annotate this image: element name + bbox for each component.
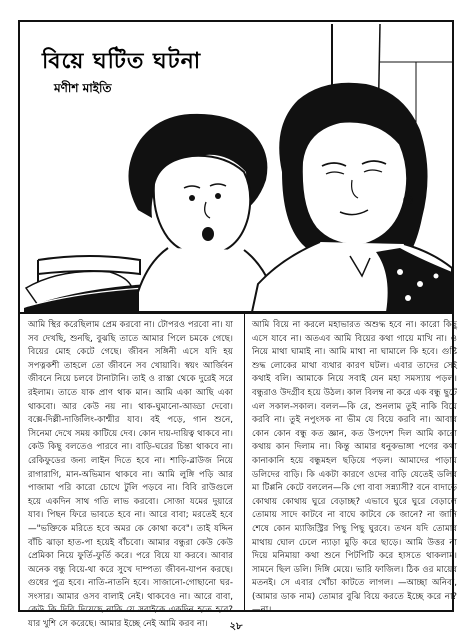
page-number: ২৮	[229, 621, 243, 632]
section-divider	[20, 312, 452, 314]
story-author: মণীশ মাইতি	[54, 81, 112, 95]
story-title: বিয়ে ঘটিত ঘটনা	[42, 48, 202, 74]
story-column-right: আমি বিয়ে না করলে মহাভারত অশুদ্ধ হবে না। কারো কিছু এসে যাবে না। অতএব আমি বিয়ের কথা গায়ে মাখি না। ও নিয়ে মাথা ঘামাই না। আমি মাথা না ঘামালে কি হবে। গুষ্টি শুদ্ধ লোকের মাথা ব্যথার কারণ ঘটল। এবার তাদের সেই কথাই বলি। আমাকে নিয়ে সবাই যেন মহা সমস্যায় পড়ল। বন্ধুরাও উদগ্রীব হয়ে উঠল। কাল বিলম্ব না করে এক বন্ধু ছুটে এল সকাল-সকাল। বলল—কি রে, শুনলাম তুই নাকি বিয়ে করবি না। তুই নপুংসক না ভীম যে বিয়ে করবি না। আবার কোন কোন বন্ধু কত জ্ঞান, কত উপদেশ দিল আমি কারো কথায় কান দিলাম না। কিন্তু আমার ধনুকভাঙ্গা পণের কথা কানাকানি হয়ে বন্ধুমহল ছড়িয়ে পড়ল। আমাদের পাড়ায় ডলিদের বাড়ি। কি একটা কারণে ওদের বাড়ি যেতেই ডলির মা টিপ্পনি কেটে বললেন—কি গো বাবা সন্ন্যাসী? বনে বাদাড়ে কোথায় কোথায় ঘুরে বেড়াচ্ছ? এভাবে ঘুরে ঘুরে বেড়ালে তোমায় সাদে কাটবে না বাঘে কাটবে কে জানে? না জানি শেষে কোন ম্যাজিস্ট্রির পিছু পিছু ঘুরবে। তখন যদি তোমার মাথায় ঘোল ঢেলে ন্যাড়া মুড়ি করে ছাড়ে। আমি উত্তর না দিয়ে মনিমায়া কথা শুনে পিটপিটি করে হাসতে থাকলাম। সামনে ছিল ডলি। দিঙ্গি মেয়ে। ভারি ফাজিল। ঠিক ওর মায়ের মতনই। সে এবার খোঁচা কাটতে লাগল। —আচ্ছা অনিবা, (আমার ডাক নাম) তোমার বুঝি বিয়ে করতে ইচ্ছে করে না? —না।	[252, 320, 457, 616]
story-column-left: আমি স্থির করেছিলাম প্রেম করবো না। টোপরও পরবো না। যা সব দেখছি, শুনছি, বুঝছি তাতে আমার পিলে চমকে গেছে। বিয়ের মোহ কেটে গেছে। জীবন সঙ্গিনী এসে যদি হয় সপত্নকশী তাহলে তো জীবনে সব খোয়াবি। স্বয়ং আর্জিবন জীবনে নিয়ে চলবে টানাটানি। তাই ও রাস্তা থেকে দুরেই সরে রইলাম। তাতে যাক প্রাণ থাক মান। আমি একা আছি একা থাকবো। আর কেউ নয় না। থাক-ঘুমানো-আড্ডা দেবো। বক্সে-দিল্লী-দার্জিলিং-কাশ্মীর যাব। বই পড়ে, গান শুনে, সিনেমা দেখে সময় কাটিয়ে দেব। কোন দায়-দায়িত্ব থাকবে না। কেউ কিছু বলতেও পারবে না। বাড়ি-ঘরের চিন্তা থাকবে না। রেকিফুডের জন্য লাইন দিতে হবে না। শাড়ি-ব্লাউজ নিয়ে রাগারাগি, মান-অভিমান থাকবে না। আমি লুঙ্গি পড়ি আর পাজামা পরি কারো চোখে টুলি পড়বে না। বিবি রাউগুলে হয়ে একদিন সাথ গতি লাভ করবো। সোজা যমের দুয়ারে যাব। পিছন ফিরে ভাবতে হবে না। আরে বাবা; মরতেই হবে—"ভক্তিকে মরিতে হবে অমর কে কোথা কবে"। তাই যদ্দিন বাঁচি ঝাড়া হাত-পা হয়েই বাঁচবো। আমার বন্ধুরা কেউ কেউ প্রেমিকা নিয়ে ফুর্তি-ফুর্তি করে। পরে বিয়ে যা করবে। আবার অনেক বন্ধু বিয়ে-থা করে সুখে দাম্পত্য জীবন-যাপন করছে। গুধের পুত্র হবে। নাতি-নাতনি হবে। সাজানো-গোছানো ঘর-সংসার। আমার ওসব বালাই নেই। থাকবেও না। আরে বাবা, কেউ কি দিবি দিয়েছে নাকি যে সবাইকে একদিন হতে হবে? যার খুশি সে করেছে। আমার ইচ্ছে নেই আমি করব না।	[28, 320, 233, 630]
column-divider	[244, 312, 245, 610]
